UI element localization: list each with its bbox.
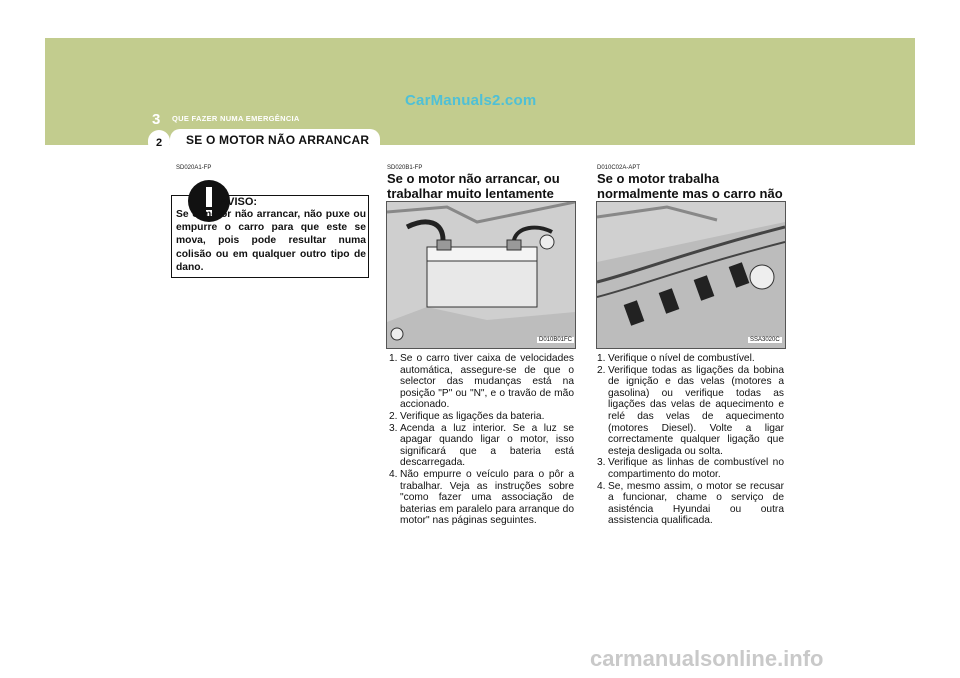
- section-title: QUE FAZER NUMA EMERGÊNCIA: [172, 114, 300, 123]
- warning-title: AVISO:: [220, 196, 258, 208]
- engine-photo: [596, 201, 786, 349]
- list-item: 1. Se o carro tiver caixa de velocidades automática, assegure-se de que o selector das mudanças está na posição "P" ou "N", e o travão de mão accionado.: [389, 353, 574, 411]
- footer-site: carmanualsonline.info: [590, 646, 824, 671]
- page-title: SE O MOTOR NÃO ARRANCAR: [186, 133, 370, 147]
- col2-figure-code: D010B01FC: [539, 337, 573, 343]
- battery-illustration: [387, 202, 575, 348]
- col2-steps: [389, 353, 574, 527]
- list-item: 4. Se, mesmo assim, o motor se recusar a funcionar, chame o serviço de asisténcia Hyundai ou outra assistencia qualificada.: [597, 480, 784, 527]
- list-item: 3. Verifique as linhas de combustível no compartimento do motor.: [597, 457, 784, 480]
- list-item: 2. Verifique todas as ligações da bobina de ignição e das velas (motores a gasolina) ou verifique todas as ligações das velas de aquecimento e relé das velas de aquecimento (motores Diesel). Volte a ligar correctamente qualquer ligação que esteja desligada ou solta.: [597, 364, 784, 457]
- col3-steps: [597, 353, 784, 527]
- section-number: 3: [152, 111, 161, 128]
- page-number: 2: [148, 130, 170, 154]
- list-item: 1. Verifique o nível de combustível.: [597, 353, 755, 364]
- list-item: 4. Não empurre o veículo para o pôr a trabalhar. Veja as instruções sobre "como fazer uma associação de baterias em paralelo para arranque do motor" nas páginas seguintes.: [389, 468, 574, 527]
- battery-photo: [386, 201, 576, 349]
- warning-body: Se o motor não arrancar, não puxe ou empurre o carro para que este se mova, pois pode resultar numa colisão ou em qualquer outro tipo de dano.: [176, 209, 366, 273]
- watermark-text: CarManuals2.com: [405, 92, 537, 109]
- col2-heading: Se o motor não arrancar, ou trabalhar muito lentamente: [387, 171, 560, 201]
- engine-illustration: [597, 202, 785, 348]
- list-item: 2. Verifique as ligações da bateria.: [389, 410, 545, 422]
- col3-code: D010C02A-APT: [597, 165, 641, 171]
- col3-figure-code: SSA3020C: [750, 337, 780, 343]
- list-item: 3. Acenda a luz interior. Se a luz se apagar quando ligar o motor, isso significará que a bateria está descarregada.: [389, 422, 574, 469]
- col2-code: SD020B1-FP: [387, 165, 423, 171]
- col3-heading: Se o motor trabalha normalmente mas o carro não: [597, 171, 783, 201]
- col1-code: SD020A1-FP: [176, 165, 212, 171]
